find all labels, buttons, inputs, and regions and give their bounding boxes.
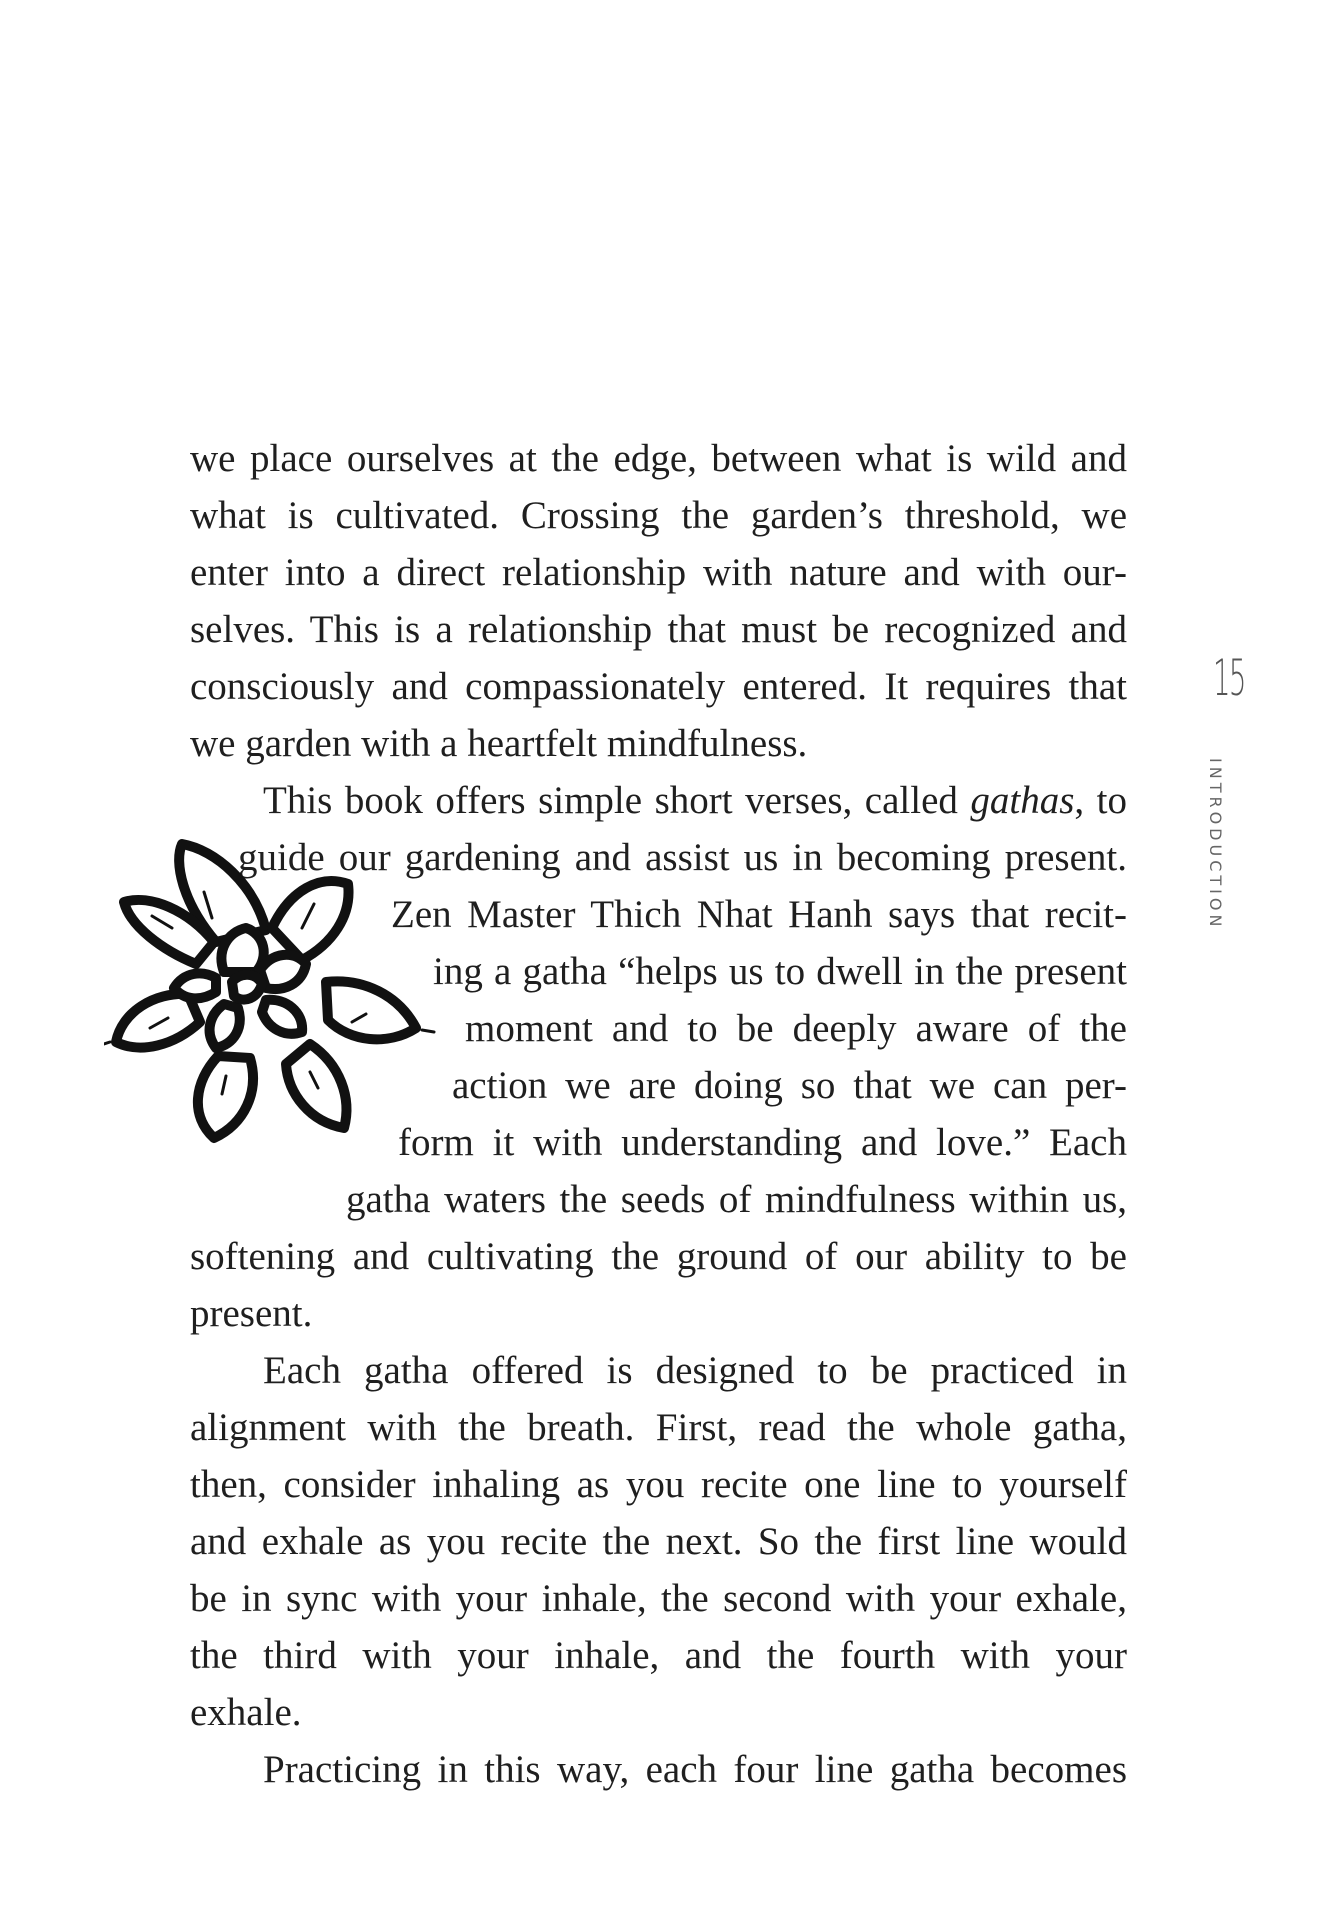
text-line: and exhale as you recite the next. So the first line would: [190, 1520, 1127, 1563]
italic-term: gathas: [970, 779, 1075, 822]
text-line: [263, 772, 1127, 829]
text-line: alignment with the breath. First, read the whole gatha,: [190, 1406, 1127, 1449]
text-line: selves. This is a relationship that must be recognized and: [190, 608, 1127, 651]
text-fragment: This book offers simple short verses, called: [263, 779, 958, 822]
text-line: action we are doing so that we can per-: [452, 1064, 1127, 1107]
text-line: gatha waters the seeds of mindfulness within us,: [346, 1178, 1127, 1221]
text-line: we place ourselves at the edge, between what is wild and: [190, 437, 1127, 480]
text-line: consciously and compassionately entered. It requires that: [190, 665, 1127, 708]
page-number: 15: [1213, 649, 1245, 707]
lotus-flower-icon: [104, 832, 449, 1154]
text-fragment: , to: [1074, 779, 1127, 822]
text-line: ing a gatha “helps us to dwell in the present: [433, 950, 1127, 993]
text-line: present.: [190, 1292, 313, 1335]
text-line: we garden with a heartfelt mindfulness.: [190, 722, 808, 765]
text-line: Zen Master Thich Nhat Hanh says that recit-: [391, 893, 1127, 936]
running-head: INTRODUCTION: [1206, 758, 1225, 931]
text-line: Each gatha offered is designed to be practiced in: [263, 1349, 1127, 1392]
text-line: form it with understanding and love.” Each: [398, 1121, 1127, 1164]
text-line: enter into a direct relationship with nature and with our-: [190, 551, 1127, 594]
text-line: the third with your inhale, and the fourth with your: [190, 1634, 1127, 1677]
text-line: softening and cultivating the ground of our ability to be: [190, 1235, 1127, 1278]
text-line: Practicing in this way, each four line gatha becomes: [263, 1748, 1127, 1791]
text-line: then, consider inhaling as you recite one line to yourself: [190, 1463, 1127, 1506]
text-line: what is cultivated. Crossing the garden’s threshold, we: [190, 494, 1127, 537]
text-line: moment and to be deeply aware of the: [465, 1007, 1127, 1050]
text-line: exhale.: [190, 1691, 302, 1734]
text-line: be in sync with your inhale, the second with your exhale,: [190, 1577, 1127, 1620]
text-line: guide our gardening and assist us in becoming present.: [238, 836, 1127, 879]
